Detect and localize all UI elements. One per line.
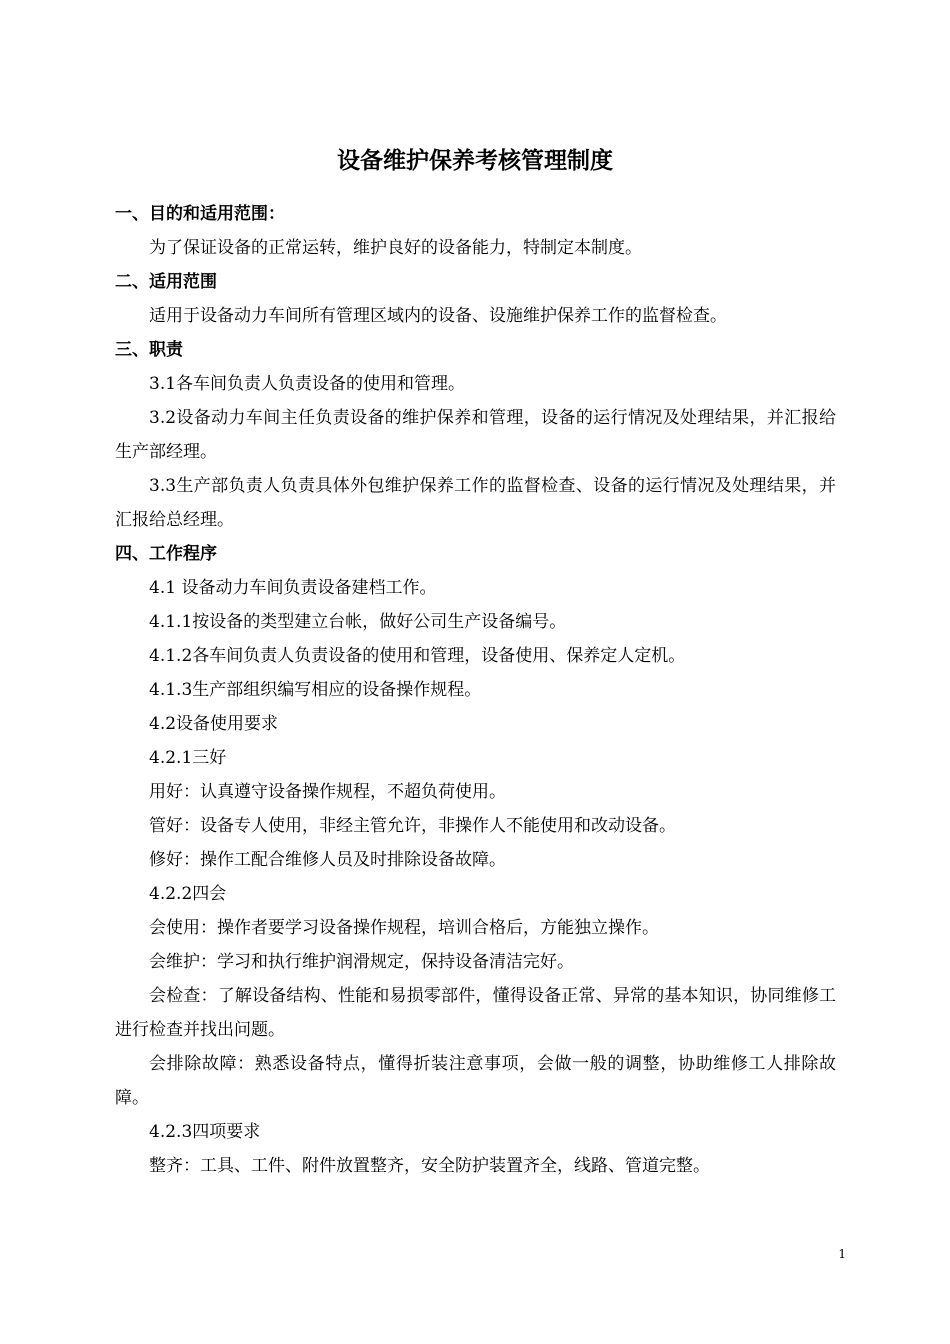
- section-heading: 四、工作程序: [115, 544, 217, 564]
- paragraph: 管好：设备专人使用，非经主管允许，非操作人不能使用和改动设备。: [149, 816, 676, 836]
- paragraph: 4.2.3四项要求: [149, 1122, 261, 1142]
- paragraph: 4.1.3生产部组织编写相应的设备操作规程。: [149, 680, 482, 700]
- document-title: 设备维护保养考核管理制度: [337, 148, 613, 174]
- paragraph: 会使用：操作者要学习设备操作规程，培训合格后，方能独立操作。: [149, 918, 659, 938]
- paragraph: 4.2设备使用要求: [149, 714, 279, 734]
- paragraph: 3.1各车间负责人负责设备的使用和管理。: [149, 374, 466, 394]
- paragraph: 4.1 设备动力车间负责设备建档工作。: [149, 578, 437, 598]
- paragraph: 会检查：了解设备结构、性能和易损零部件，懂得设备正常、异常的基本知识，协同维修工进行检查并找出问题。: [115, 986, 836, 1040]
- paragraph: 4.2.1三好: [149, 748, 227, 768]
- paragraph: 3.2设备动力车间主任负责设备的维护保养和管理，设备的运行情况及处理结果，并汇报给生产部经理。: [115, 408, 836, 462]
- paragraph: 用好：认真遵守设备操作规程，不超负荷使用。: [149, 782, 506, 802]
- paragraph: 4.1.2各车间负责人负责设备的使用和管理，设备使用、保养定人定机。: [149, 646, 686, 666]
- paragraph: 4.2.2四会: [149, 884, 227, 904]
- paragraph: 会排除故障：熟悉设备特点，懂得折装注意事项，会做一般的调整，协助维修工人排除故障。: [115, 1054, 836, 1108]
- paragraph: 3.3生产部负责人负责具体外包维护保养工作的监督检查、设备的运行情况及处理结果，并汇报给总经理。: [115, 476, 836, 530]
- paragraph: 会维护：学习和执行维护润滑规定，保持设备清洁完好。: [149, 952, 574, 972]
- section-scope: [115, 265, 836, 333]
- section-heading: 三、职责: [115, 340, 183, 360]
- paragraph: 为了保证设备的正常运转，维护良好的设备能力，特制定本制度。: [149, 238, 642, 258]
- paragraph: 修好：操作工配合维修人员及时排除设备故障。: [149, 850, 506, 870]
- paragraph: 整齐：工具、工件、附件放置整齐，安全防护装置齐全，线路、管道完整。: [149, 1156, 710, 1176]
- section-procedures: [115, 537, 836, 1183]
- document-body: [115, 197, 836, 1183]
- section-heading: 二、适用范围: [115, 272, 217, 292]
- page-number: 1: [838, 1247, 846, 1261]
- section-purpose: [115, 197, 836, 265]
- paragraph: 4.1.1按设备的类型建立台帐，做好公司生产设备编号。: [149, 612, 567, 632]
- section-heading: 一、目的和适用范围：: [115, 204, 285, 224]
- paragraph: 适用于设备动力车间所有管理区域内的设备、设施维护保养工作的监督检查。: [149, 306, 727, 326]
- section-responsibilities: [115, 333, 836, 537]
